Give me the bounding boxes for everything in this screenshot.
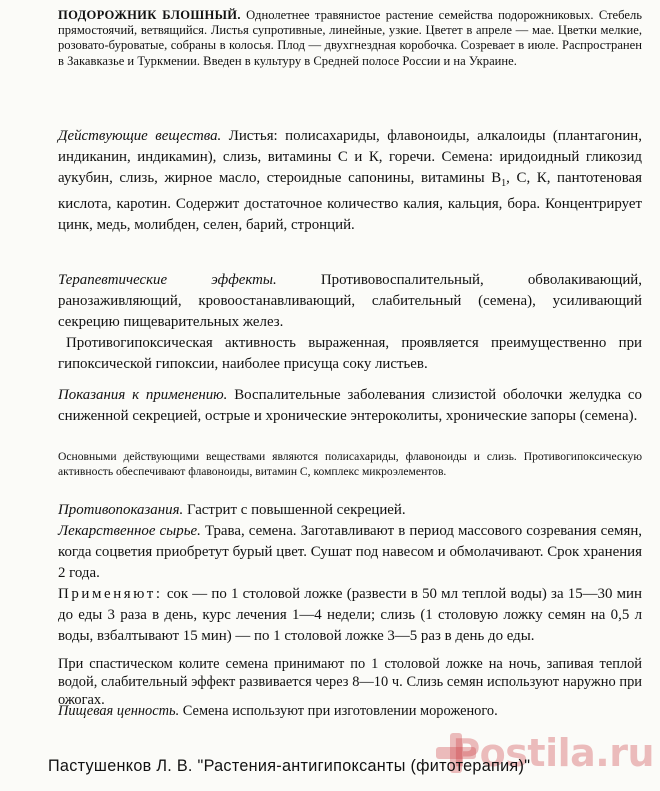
effects-paragraph bbox=[58, 270, 642, 332]
contraindications-paragraph bbox=[58, 500, 642, 521]
active-substances-text-a: Листья: полисахариды, флавоноиды, алкалоиды (плантагонин, индиканин, индикамин), слизь, витамины С и К, горечи. Семена: иридоидный гликозид аукубин, слизь, жирное масло, стероидные сапонины, витамины B bbox=[58, 128, 642, 186]
vitamin-subscript: 1 bbox=[501, 177, 507, 189]
usage-text: сок — по 1 столовой ложке (развести в 50 мл теплой воды) за 15—30 мин до еды 3 раза в день, курс лечения 1—4 недели; слизь (1 столовую ложку семян на 0,5 л воды, взбалтывают 15 мин) — по 1 столовой ложке 3—5 раз в день до еды. bbox=[58, 586, 642, 644]
effects-text-2: Противогипоксическая активность выраженная, проявляется преимущественно при гипоксической гипоксии, наиболее присуща соку листьев. bbox=[58, 335, 642, 372]
usage-heading: Применяют: bbox=[58, 586, 163, 602]
watermark-text: Postila.ru bbox=[452, 731, 654, 775]
raw-material-text: Трава, семена. Заготавливают в период массового созревания семян, когда соцветия приобретут бурый цвет. Сушат под навесом и обмолачивают. Срок хранения 2 года. bbox=[58, 523, 643, 581]
effects-heading: Терапевтические эффекты. bbox=[58, 272, 277, 288]
postila-watermark bbox=[436, 718, 654, 788]
intro-paragraph bbox=[58, 8, 642, 69]
raw-material-paragraph bbox=[58, 521, 642, 583]
plant-title: ПОДОРОЖНИК БЛОШНЫЙ. bbox=[58, 8, 241, 22]
active-substances-text-b: , С, К, пантотеновая кислота, каротин. Содержит достаточное количество калия, кальция, бора. Концентрирует цинк, медь, молибден, селен, барий, стронций. bbox=[58, 169, 642, 234]
food-value-text: Семена используют при изготовлении мороженого. bbox=[182, 703, 498, 719]
effects-text: Противовоспалительный, обволакивающий, ранозаживляющий, кровоостанавливающий, слабительный (семена), усиливающий секрецию пищеварительных желез. bbox=[58, 272, 642, 330]
intro-text: Однолетнее травянистое растение семейства подорожниковых. Стебель прямостоячий, ветвящийся. Листья супротивные, линейные, узкие. Цветет в апреле — мае. Цветки мелкие, розовато-буроватые, собраны в колосья. Плод — двухгнездная коробочка. Созревает в июле. Распространен в Закавказье и Туркмении. Введен в культуру в Средней полосе России и на Украине. bbox=[58, 8, 643, 68]
contraindications-text: Гастрит с повышенной секрецией. bbox=[186, 502, 406, 518]
summary-note: Основными действующими веществами являются полисахариды, флавоноиды и слизь. Противогипоксическую активность обеспечивают флавоноиды, витамин С, комплекс микроэлементов. bbox=[58, 450, 642, 478]
food-value-heading: Пищевая ценность. bbox=[58, 703, 180, 719]
usage-paragraph-2 bbox=[58, 656, 642, 709]
raw-material-heading: Лекарственное сырье. bbox=[58, 523, 201, 539]
usage-text-2: При спастическом колите семена принимают по 1 столовой ложке на ночь, запивая теплой водой, слабительный эффект развивается через 8—10 ч. Слизь семян используют наружно при ожогах. bbox=[58, 656, 642, 708]
effects-paragraph-2 bbox=[58, 333, 642, 375]
source-citation: Пастушенков Л. В. "Растения-антигипоксанты (фитотерапия)" bbox=[48, 757, 531, 775]
active-substances-heading: Действующие вещества. bbox=[58, 128, 222, 144]
indications-paragraph bbox=[58, 385, 642, 427]
indications-text: Воспалительные заболевания слизистой оболочки желудка со сниженной секрецией, острые и хронические энтероколиты, хронические запоры (семена). bbox=[58, 387, 642, 424]
contraindications-heading: Противопоказания. bbox=[58, 502, 184, 518]
active-substances-paragraph bbox=[58, 126, 642, 236]
indications-heading: Показания к применению. bbox=[58, 387, 228, 403]
usage-paragraph bbox=[58, 584, 642, 646]
